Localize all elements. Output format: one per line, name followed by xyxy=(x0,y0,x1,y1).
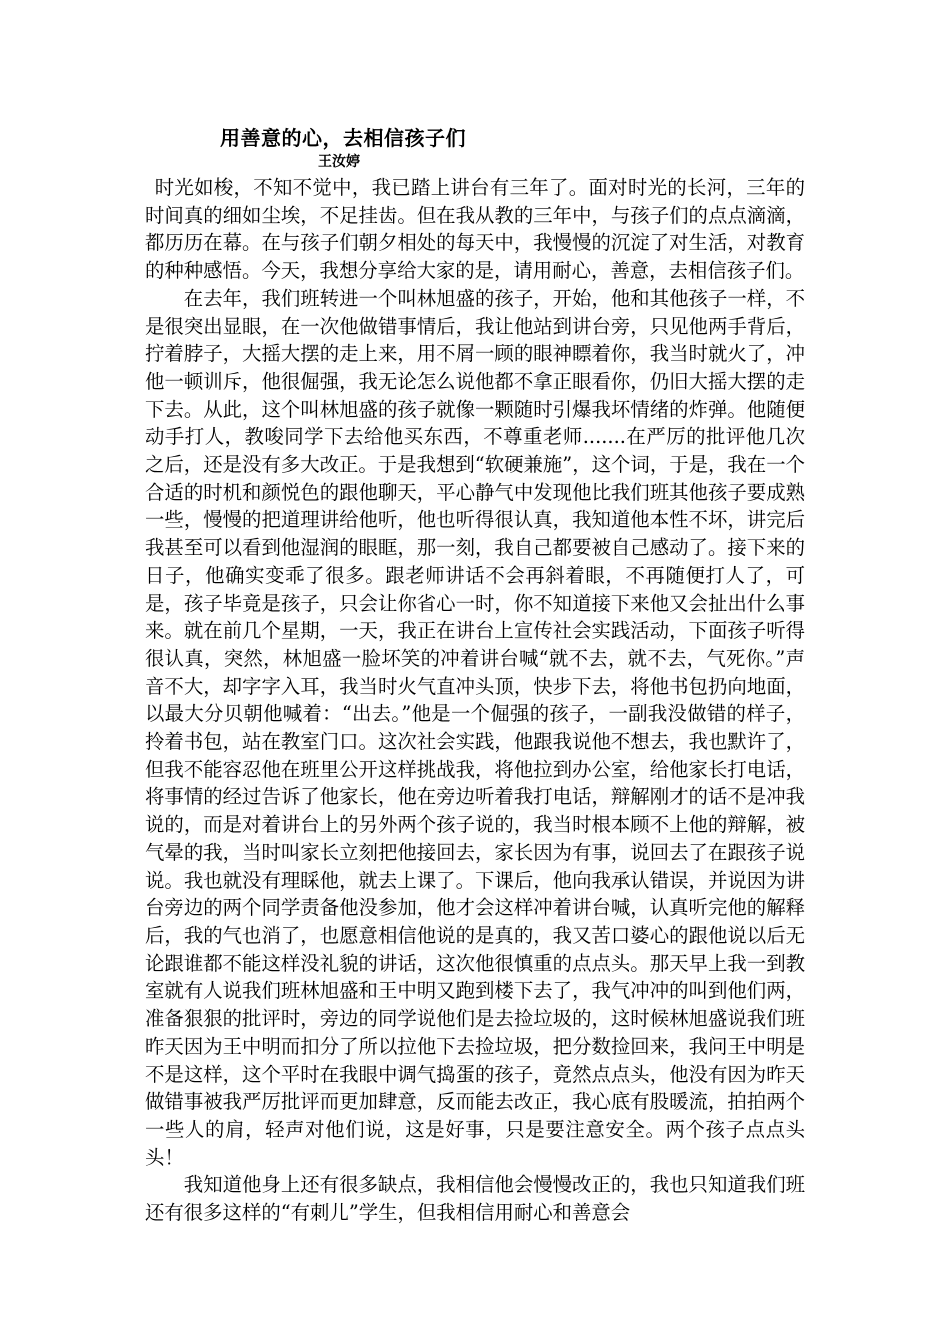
paragraph-2: 在去年，我们班转进一个叫林旭盛的孩子，开始，他和其他孩子一样，不是很突出显眼，在一次他做错事情后，我让他站到讲台旁，只见他两手背后，拧着脖子，大摇大摆的走上来，用不屑一顾的眼神瞟着你，我当时就火了，冲他一顿训斥，他很倔强，我无论怎么说他都不拿正眼看你，仍旧大摇大摆的走下去。从此，这个叫林旭盛的孩子就像一颗随时引爆我坏情绪的炸弹。他随便动手打人，教唆同学下去给他买东西，不尊重老师.......在严厉的批评他几次之后，还是没有多大改正。于是我想到“软硬兼施”，这个词，于是，我在一个合适的时机和颜悦色的跟他聊天，平心静气中发现他比我们班其他孩子要成熟一些，慢慢的把道理讲给他听，他也听得很认真，我知道他本性不坏，讲完后我甚至可以看到他湿润的眼眶，那一刻，我自己都要被自己感动了。接下来的日子，他确实变乖了很多。跟老师讲话不会再斜着眼，不再随便打人了，可是，孩子毕竟是孩子，只会让你省心一时，你不知道接下来他又会扯出什么事来。就在前几个星期，一天，我正在讲台上宣传社会实践活动，下面孩子听得很认真，突然，林旭盛一脸坏笑的冲着讲台喊“就不去，就不去，气死你。”声音不大，却字字入耳，我当时火气直冲头顶，快步下去，将他书包扔向地面，以最大分贝朝他喊着：“出去。”他是一个倔强的孩子，一副我没做错的样子，拎着书包，站在教室门口。这次社会实践，他跟我说他不想去，我也默许了，但我不能容忍他在班里公开这样挑战我，将他拉到办公室，给他家长打电话，将事情的经过告诉了他家长，他在旁边听着我打电话，辩解刚才的话不是冲我说的，而是对着讲台上的另外两个孩子说的，我当时根本顾不上他的辩解，被气晕的我，当时叫家长立刻把他接回去，家长因为有事，说回去了在跟孩子说说。我也就没有理睬他，就去上课了。下课后，他向我承认错误，并说因为讲台旁边的两个同学责备他没参加，他才会这样冲着讲台喊，认真听完他的解释后，我的气也消了，也愿意相信他说的是真的，我又苦口婆心的跟他说以后无论跟谁都不能这样没礼貌的讲话，这次他很慎重的点点头。那天早上我一到教室就有人说我们班林旭盛和王中明又跑到楼下去了，我气冲冲的叫到他们两，准备狠狠的批评时，旁边的同学说他们是去捡垃圾的，这时候林旭盛说我们班昨天因为王中明而扣分了所以拉他下去捡垃圾，把分数捡回来，我问王中明是不是这样，这个平时在我眼中调气捣蛋的孩子，竟然点点头，他没有因为昨天做错事被我严厉批评而更加肆意，反而能去改正，我心底有股暖流，拍拍两个一些人的肩，轻声对他们说，这是好事，只是要注意安全。两个孩子点点头头！ xyxy=(145,286,805,1169)
document-author: 王汝婷 xyxy=(318,154,360,170)
paragraph-1: 时光如梭，不知不觉中，我已踏上讲台有三年了。面对时光的长河，三年的时间真的细如尘埃，不足挂齿。但在我从教的三年中，与孩子们的点点滴滴，都历历在幕。在与孩子们朝夕相处的每天中，我慢慢的沉淀了对生活，对教育的种种感悟。今天，我想分享给大家的是，请用耐心，善意，去相信孩子们。 xyxy=(145,176,805,283)
document-body xyxy=(145,174,805,1227)
document-title: 用善意的心，去相信孩子们 xyxy=(220,126,466,150)
paragraph-3: 我知道他身上还有很多缺点，我相信他会慢慢改正的，我也只知道我们班还有很多这样的“有刺儿”学生，但我相信用耐心和善意会 xyxy=(145,1173,805,1225)
